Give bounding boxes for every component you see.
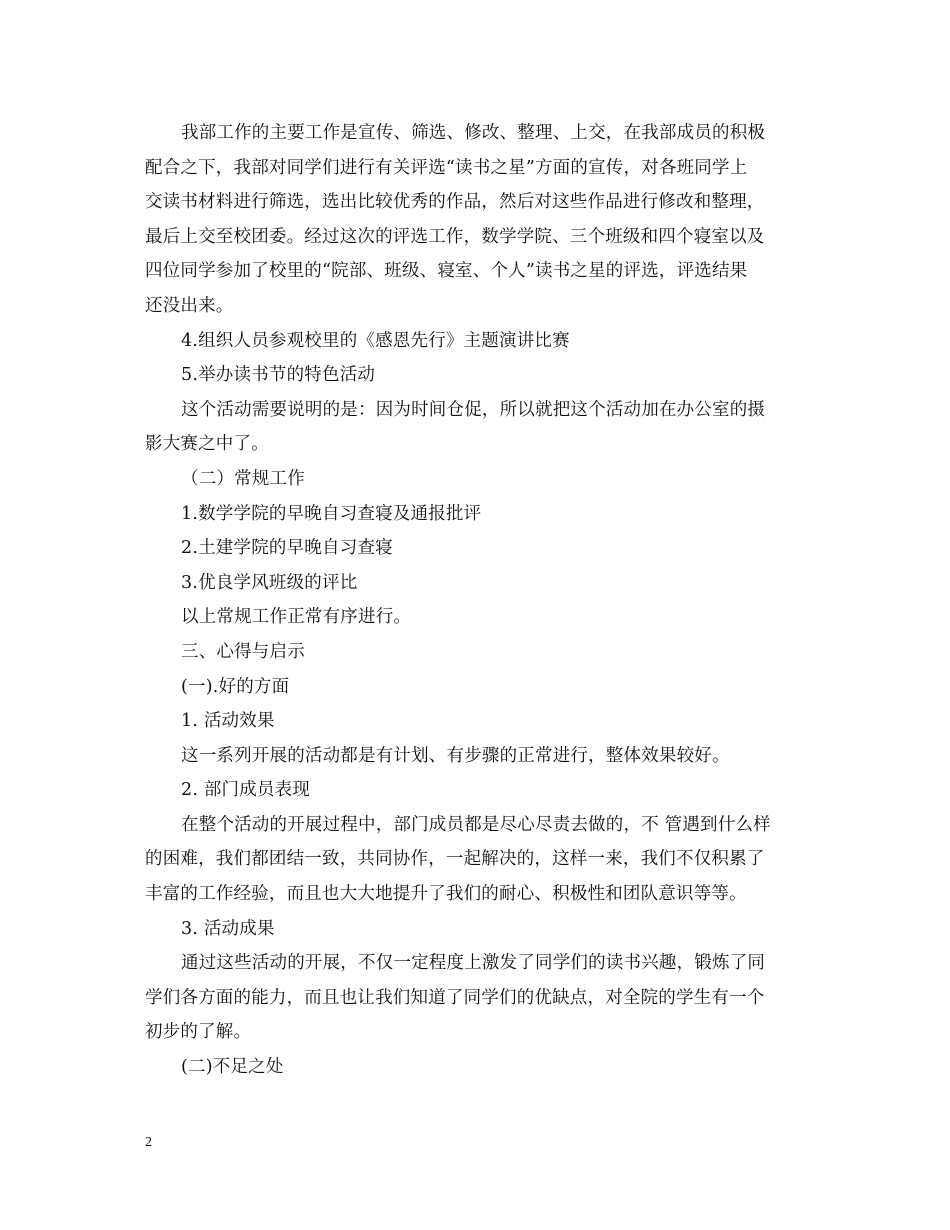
text-line: 2. 部门成员表现 (181, 780, 311, 801)
text-line: 学们各方面的能力，而且也让我们知道了同学们的优缺点，对全院的学生有一个 (145, 987, 765, 1008)
text-line: 1.数学学院的早晚自习查寝及通报批评 (181, 503, 482, 524)
text-line: 这一系列开展的活动都是有计划、有步骤的正常进行，整体效果较好。 (181, 745, 730, 766)
text-line: 2.土建学院的早晚自习查寝 (181, 538, 393, 559)
text-line: 在整个活动的开展过程中，部门成员都是尽心尽责去做的，不 管遇到什么样 (181, 814, 771, 835)
text-line: 通过这些活动的开展，不仅一定程度上激发了同学们的读书兴趣，锻炼了同 (181, 953, 766, 974)
text-line: 还没出来。 (145, 295, 234, 316)
text-line: 3.优良学风班级的评比 (181, 572, 358, 593)
text-line: 4.组织人员参观校里的《感恩先行》主题演讲比赛 (181, 330, 570, 351)
document-body (145, 116, 815, 1085)
text-line: 交读书材料进行筛选，选出比较优秀的作品，然后对这些作品进行修改和整理， (145, 192, 765, 213)
text-line: (一).好的方面 (181, 676, 290, 697)
text-line: 影大赛之中了。 (145, 434, 269, 455)
text-line: （二）常规工作 (181, 468, 305, 489)
text-line: 配合之下，我部对同学们进行有关评选“读书之星”方面的宣传，对各班同学上 (145, 157, 748, 178)
text-line: 三、心得与启示 (181, 641, 305, 662)
text-line: 四位同学参加了校里的“院部、班级、寝室、个人”读书之星的评选，评选结果 (145, 261, 748, 282)
text-line: 这个活动需要说明的是：因为时间仓促，所以就把这个活动加在办公室的摄 (181, 399, 766, 420)
text-line: (二)不足之处 (181, 1057, 284, 1078)
text-line: 以上常规工作正常有序进行。 (181, 607, 412, 628)
text-line: 最后上交至校团委。经过这次的评选工作，数学学院、三个班级和四个寝室以及 (145, 226, 765, 247)
text-line: 1. 活动效果 (181, 711, 275, 732)
text-line: 初步的了解。 (145, 1022, 252, 1043)
text-line: 5.举办读书节的特色活动 (181, 365, 376, 386)
text-line: 丰富的工作经验，而且也大大地提升了我们的耐心、积极性和团队意识等等。 (145, 884, 747, 905)
text-line: 我部工作的主要工作是宣传、筛选、修改、整理、上交，在我部成员的积极 (181, 123, 766, 143)
page-number: 2 (145, 1135, 152, 1150)
text-line: 的困难，我们都团结一致，共同协作，一起解决的，这样一来，我们不仅积累了 (145, 849, 765, 870)
text-line: 3. 活动成果 (181, 918, 275, 939)
